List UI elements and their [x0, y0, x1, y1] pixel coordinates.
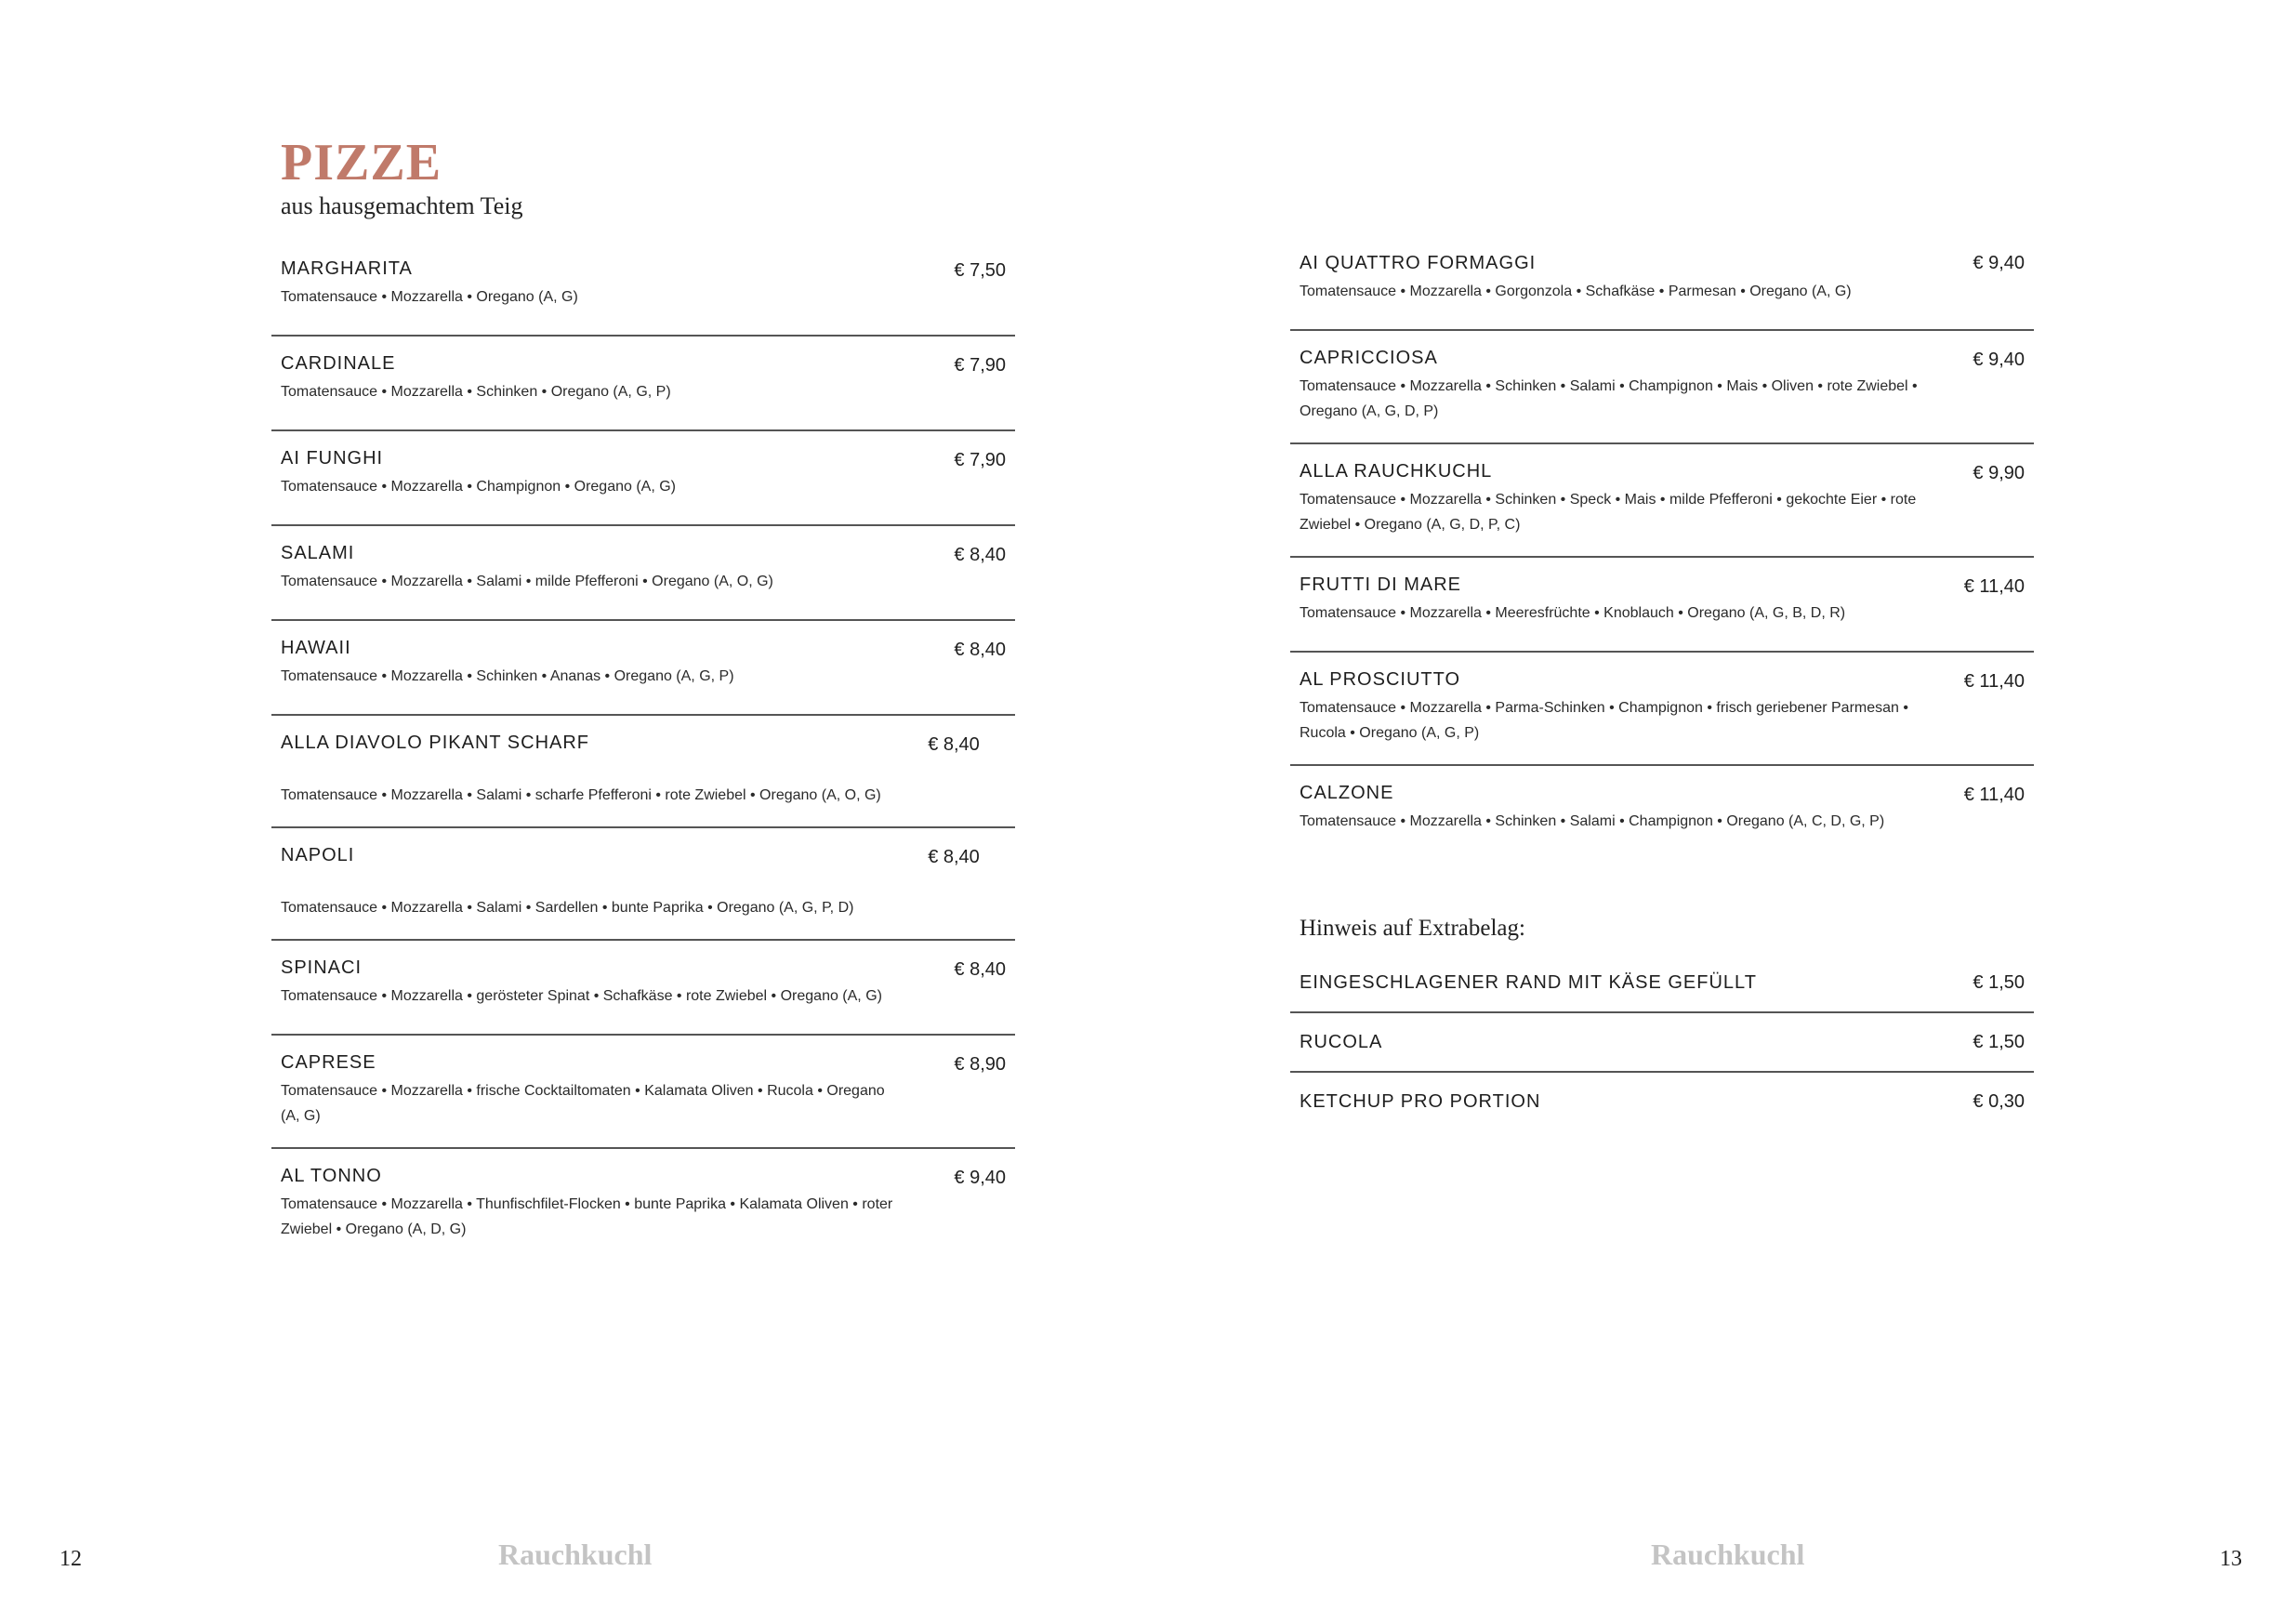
- menu-item: [271, 1149, 1015, 1261]
- item-name: CARDINALE: [281, 353, 396, 374]
- item-price: € 8,40: [928, 847, 980, 867]
- item-name: AL TONNO: [281, 1166, 382, 1186]
- menu-item: [271, 716, 1015, 828]
- extra-name: KETCHUP PRO PORTION: [1300, 1091, 1541, 1112]
- item-description: Tomatensauce • Mozzarella • Parma-Schinken • Champignon • frisch geriebener Parmesan • Rucola • Oregano (A, G, P): [1300, 700, 1908, 741]
- item-name: ALLA RAUCHKUCHL: [1300, 461, 1493, 482]
- item-description: Tomatensauce • Mozzarella • Schinken • Speck • Mais • milde Pfefferoni • gekochte Eier • rote Zwiebel • Oregano (A, G, D, P, C): [1300, 492, 1917, 533]
- item-name: ALLA DIAVOLO PIKANT SCHARF: [281, 733, 590, 753]
- menu-item: [1290, 766, 2034, 859]
- extra-name: RUCOLA: [1300, 1032, 1383, 1052]
- item-name: CALZONE: [1300, 783, 1394, 803]
- menu-item: [271, 828, 1015, 941]
- item-description: Tomatensauce • Mozzarella • frische Cocktailtomaten • Kalamata Oliven • Rucola • Oregano (A, G): [281, 1083, 885, 1124]
- extras-heading: Hinweis auf Extrabelag:: [1300, 916, 1525, 941]
- menu-item: [1290, 444, 2034, 558]
- right-menu-column: [1290, 234, 2034, 1130]
- menu-item: [1290, 234, 2034, 331]
- extra-name: EINGESCHLAGENER RAND MIT KÄSE GEFÜLLT: [1300, 972, 1757, 993]
- item-price: € 11,40: [1963, 576, 2025, 597]
- item-description: Tomatensauce • Mozzarella • Gorgonzola • Schafkäse • Parmesan • Oregano (A, G): [1300, 284, 1852, 299]
- item-description: Tomatensauce • Mozzarella • Salami • milde Pfefferoni • Oregano (A, O, G): [281, 574, 773, 589]
- item-description: Tomatensauce • Mozzarella • gerösteter Spinat • Schafkäse • rote Zwiebel • Oregano (A, G): [281, 988, 882, 1004]
- item-price: € 9,40: [954, 1168, 1006, 1188]
- item-price: € 8,40: [954, 640, 1006, 660]
- menu-item: [1290, 331, 2034, 444]
- extra-item: [1290, 1073, 2034, 1130]
- item-description: Tomatensauce • Mozzarella • Schinken • Salami • Champignon • Mais • Oliven • rote Zwiebel • Oregano (A, G, D, P): [1300, 378, 1918, 419]
- item-price: € 7,50: [954, 260, 1006, 281]
- left-menu-column: [271, 136, 1015, 1261]
- item-name: MARGHARITA: [281, 258, 413, 279]
- item-name: AI QUATTRO FORMAGGI: [1300, 253, 1537, 273]
- item-description: Tomatensauce • Mozzarella • Salami • Sardellen • bunte Paprika • Oregano (A, G, P, D): [281, 900, 854, 916]
- item-name: CAPRICCIOSA: [1300, 348, 1438, 368]
- item-name: AI FUNGHI: [281, 448, 384, 469]
- menu-item: [1290, 653, 2034, 766]
- menu-item: [271, 526, 1015, 621]
- item-description: Tomatensauce • Mozzarella • Meeresfrüchte • Knoblauch • Oregano (A, G, B, D, R): [1300, 605, 1846, 621]
- item-price: € 8,40: [954, 545, 1006, 565]
- item-name: SPINACI: [281, 957, 363, 978]
- section-subtitle: aus hausgemachtem Teig: [281, 192, 523, 219]
- item-name: FRUTTI DI MARE: [1300, 574, 1461, 595]
- extra-price: € 1,50: [1973, 972, 2025, 993]
- item-description: Tomatensauce • Mozzarella • Thunfischfilet-Flocken • bunte Paprika • Kalamata Oliven • roter Zwiebel • Oregano (A, D, G): [281, 1196, 893, 1237]
- item-description: Tomatensauce • Mozzarella • Schinken • Ananas • Oregano (A, G, P): [281, 668, 734, 684]
- item-price: € 9,40: [1973, 350, 2025, 370]
- menu-item: [271, 1036, 1015, 1149]
- item-price: € 7,90: [954, 450, 1006, 470]
- section-title: PIZZE: [281, 134, 442, 191]
- page-number-right: 13: [2220, 1547, 2242, 1571]
- item-price: € 8,40: [928, 734, 980, 755]
- menu-item: [271, 431, 1015, 526]
- brand-logo-left: Rauchkuchl: [498, 1538, 653, 1571]
- item-price: € 9,90: [1973, 463, 2025, 483]
- extra-item: [1290, 1013, 2034, 1073]
- item-description: Tomatensauce • Mozzarella • Oregano (A, G): [281, 289, 578, 305]
- extra-price: € 0,30: [1973, 1091, 2025, 1112]
- menu-item: [271, 337, 1015, 431]
- item-description: Tomatensauce • Mozzarella • Schinken • Oregano (A, G, P): [281, 384, 671, 400]
- menu-item: [1290, 558, 2034, 653]
- brand-logo-right: Rauchkuchl: [1651, 1538, 1805, 1571]
- menu-item: [271, 941, 1015, 1036]
- item-name: NAPOLI: [281, 845, 355, 865]
- item-price: € 9,40: [1973, 253, 2025, 273]
- item-description: Tomatensauce • Mozzarella • Schinken • Salami • Champignon • Oregano (A, C, D, G, P): [1300, 813, 1885, 829]
- item-price: € 11,40: [1963, 785, 2025, 805]
- item-price: € 8,90: [954, 1054, 1006, 1075]
- item-name: SALAMI: [281, 543, 355, 563]
- item-name: AL PROSCIUTTO: [1300, 669, 1461, 690]
- page-number-left: 12: [59, 1547, 82, 1571]
- extra-item: [1290, 954, 2034, 1013]
- item-name: CAPRESE: [281, 1052, 376, 1073]
- item-description: Tomatensauce • Mozzarella • Salami • scharfe Pfefferoni • rote Zwiebel • Oregano (A, O, G): [281, 787, 881, 803]
- menu-item: [271, 242, 1015, 337]
- item-price: € 7,90: [954, 355, 1006, 376]
- item-description: Tomatensauce • Mozzarella • Champignon • Oregano (A, G): [281, 479, 676, 495]
- menu-item: [271, 621, 1015, 716]
- item-price: € 11,40: [1963, 671, 2025, 692]
- item-price: € 8,40: [954, 959, 1006, 980]
- item-name: HAWAII: [281, 638, 351, 658]
- extra-price: € 1,50: [1973, 1032, 2025, 1052]
